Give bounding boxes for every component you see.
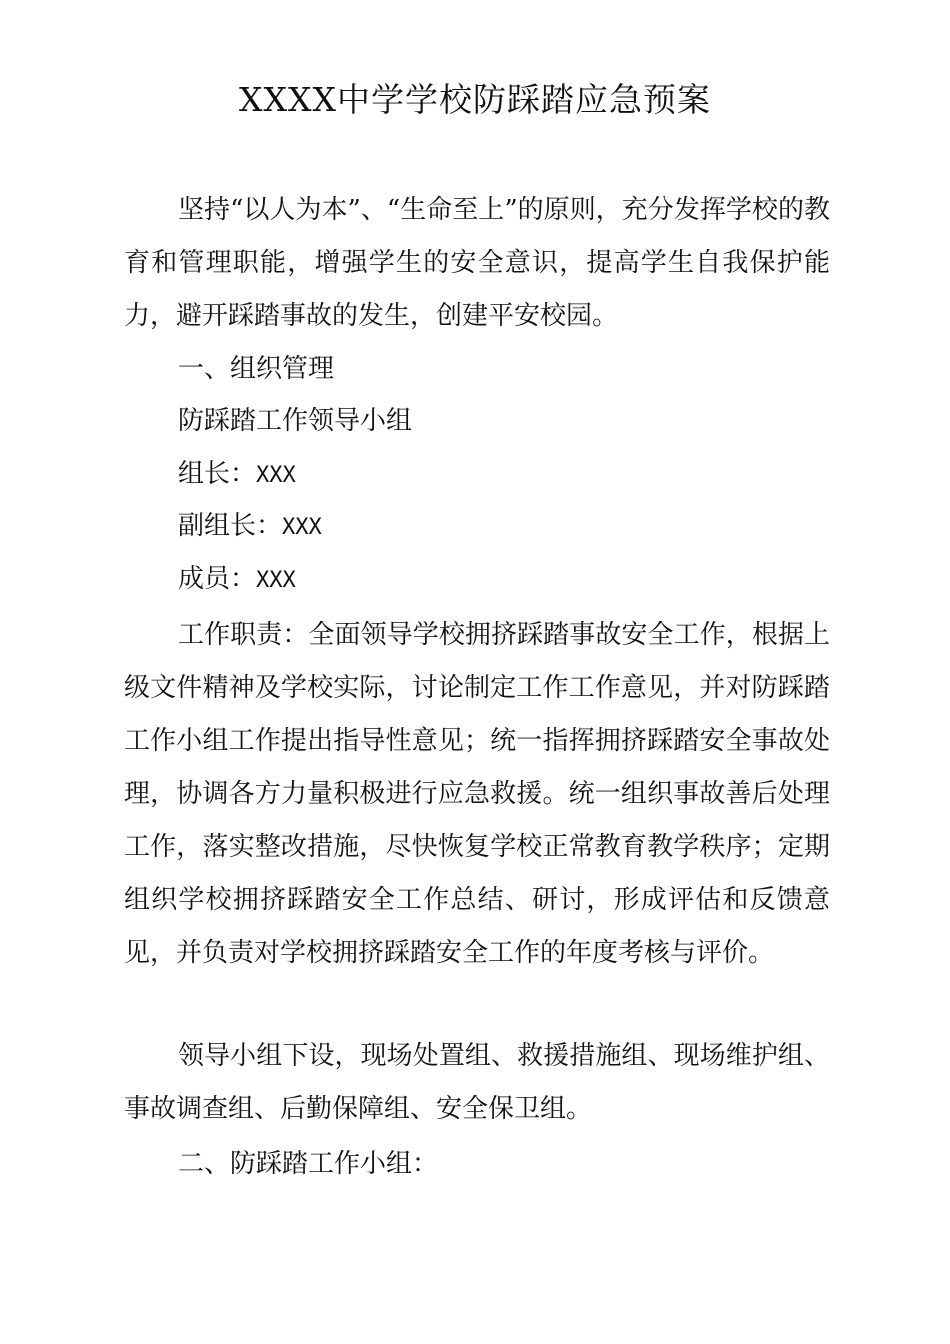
section-heading-organization: 一、组织管理 [178, 354, 335, 384]
deputy-value: XXX [282, 515, 322, 540]
section-heading-working-group: 二、防踩踏工作小组： [178, 1149, 439, 1179]
leader-value: XXX [256, 463, 296, 488]
intro-paragraph: 坚持“以人为本”、“生命至上”的原则，充分发挥学校的教育和管理职能，增强学生的安全意识，提高学生自我保护能力，避开踩踏事故的发生，创建平安校园。 [124, 195, 830, 331]
leadership-group-title: 防踩踏工作领导小组 [178, 406, 413, 436]
subgroups-paragraph: 领导小组下设，现场处置组、救援措施组、现场维护组、事故调查组、后勤保障组、安全保卫组。 [124, 1041, 830, 1124]
deputy-leader-line [124, 500, 830, 554]
members-value: XXX [256, 568, 296, 593]
deputy-label: 副组长： [178, 511, 283, 541]
members-line [124, 553, 830, 607]
members-label: 成员： [178, 564, 257, 594]
duties-paragraph: 工作职责：全面领导学校拥挤踩踏事故安全工作，根据上级文件精神及学校实际，讨论制定工作工作意见，并对防踩踏工作小组工作提出指导性意见；统一指挥拥挤踩踏安全事故处理，协调各方力量积极进行应急救援。统一组织事故善后处理工作，落实整改措施，尽快恢复学校正常教育教学秩序；定期组织学校拥挤踩踏安全工作总结、研讨，形成评估和反馈意见，并负责对学校拥挤踩踏安全工作的年度考核与评价。 [124, 620, 830, 968]
leader-label: 组长： [178, 459, 257, 489]
leader-line [124, 448, 830, 502]
document-title: XXXX中学学校防踩踏应急预案 [239, 80, 711, 119]
